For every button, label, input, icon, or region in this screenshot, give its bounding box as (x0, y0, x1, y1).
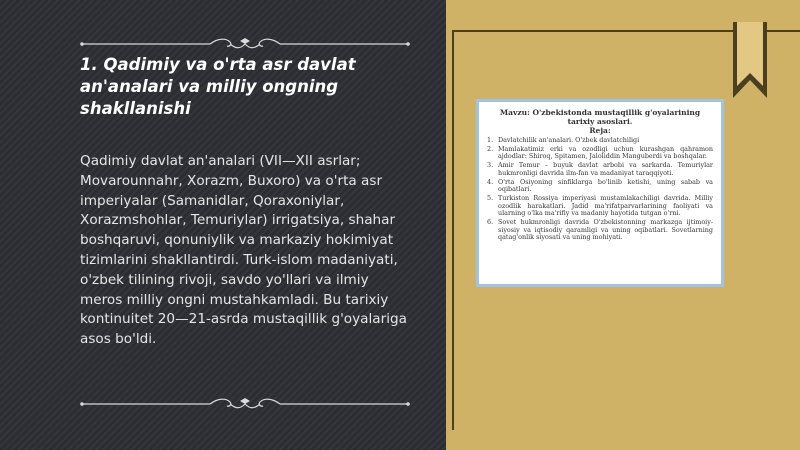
slide-body-text: Qadimiy davlat an'analari (VII—XII asrlar; Movarounnahr, Xorazm, Buxoro) va o'rta asr imperiyalar (Samanidlar, Qoraxoniylar, Xorazmshohlar, Temuriylar) irrigatsiya, shahar boshqaruvi, qonuniylik va markaziy hokimiyat tizimlarini shakllantirdi. Turk-islom madaniyati, o'zbek tilining rivoji, savdo yo'llari va ilmiy meros milliy ongni mustahkamladi. Bu tarixiy kontinuitet 20—21-asrda mustaqillik g'oyalariga asos bo'ldi. (80, 153, 407, 348)
document-image-card (476, 99, 724, 287)
slide-title: 1. Qadimiy va o'rta asr davlat an'analari va milliy ongning shakllanishi (80, 55, 356, 118)
document-subtitle: Reja: (589, 126, 611, 135)
document-title: Mavzu: O'zbekistonda mustaqillik g'oyalarining tarixiy asoslari. (499, 108, 701, 126)
bottom-ornament-icon (80, 398, 410, 410)
list-item (487, 219, 713, 242)
list-item-number: 6. (487, 218, 494, 227)
list-item (487, 146, 713, 161)
list-item-number: 4. (487, 177, 494, 186)
list-item-text: Amir Temur – buyuk davlat arbobi va sarkarda. Temuriylar hukmronligi davrida ilm-fan va madaniyat taraqqiyoti. (498, 161, 713, 177)
list-item-number: 5. (487, 193, 494, 202)
list-item-text: Davlatchilik an'analari. O'zbek davlatchiligi (498, 136, 640, 144)
list-item-text: Sovet hukmronligi davrida O'zbekistonning markazga ijtimoiy-siyosiy va iqtisodiy qaramligi va uning oqibatlari. Sovetlarning qatag'onlik siyosati va uning mohiyati. (498, 218, 713, 242)
bookmark-ribbon-icon (730, 22, 770, 100)
list-item (487, 195, 713, 218)
list-item (487, 162, 713, 177)
top-ornament-icon (80, 38, 410, 50)
list-item (487, 137, 713, 145)
list-item-number: 3. (487, 161, 494, 170)
list-item-text: Mamlakatimiz erki va ozodligi uchun kurashgan qahramon ajdodlar: Shiroq, Spitamen, Jaloliddin Manguberdi va boshqalar. (498, 144, 713, 161)
list-item-text: Turkiston Rossiya imperiyasi mustamlakachiligi davrida. Milliy ozodlik harakatlari. Jadid ma'rifatparvarlarining faoliyati va ularning o'lka ma'rifiy va madaniy hayotida tutgan o'rni. (498, 193, 713, 218)
list-item-number: 1. (487, 136, 494, 144)
list-item-text: O'rta Osiyoning sinfiklarga bo'linib ketishi, uning sabab va oqibatlari. (498, 177, 713, 194)
list-item (487, 179, 713, 194)
list-item-number: 2. (487, 144, 494, 153)
document-plan-list (487, 137, 713, 242)
